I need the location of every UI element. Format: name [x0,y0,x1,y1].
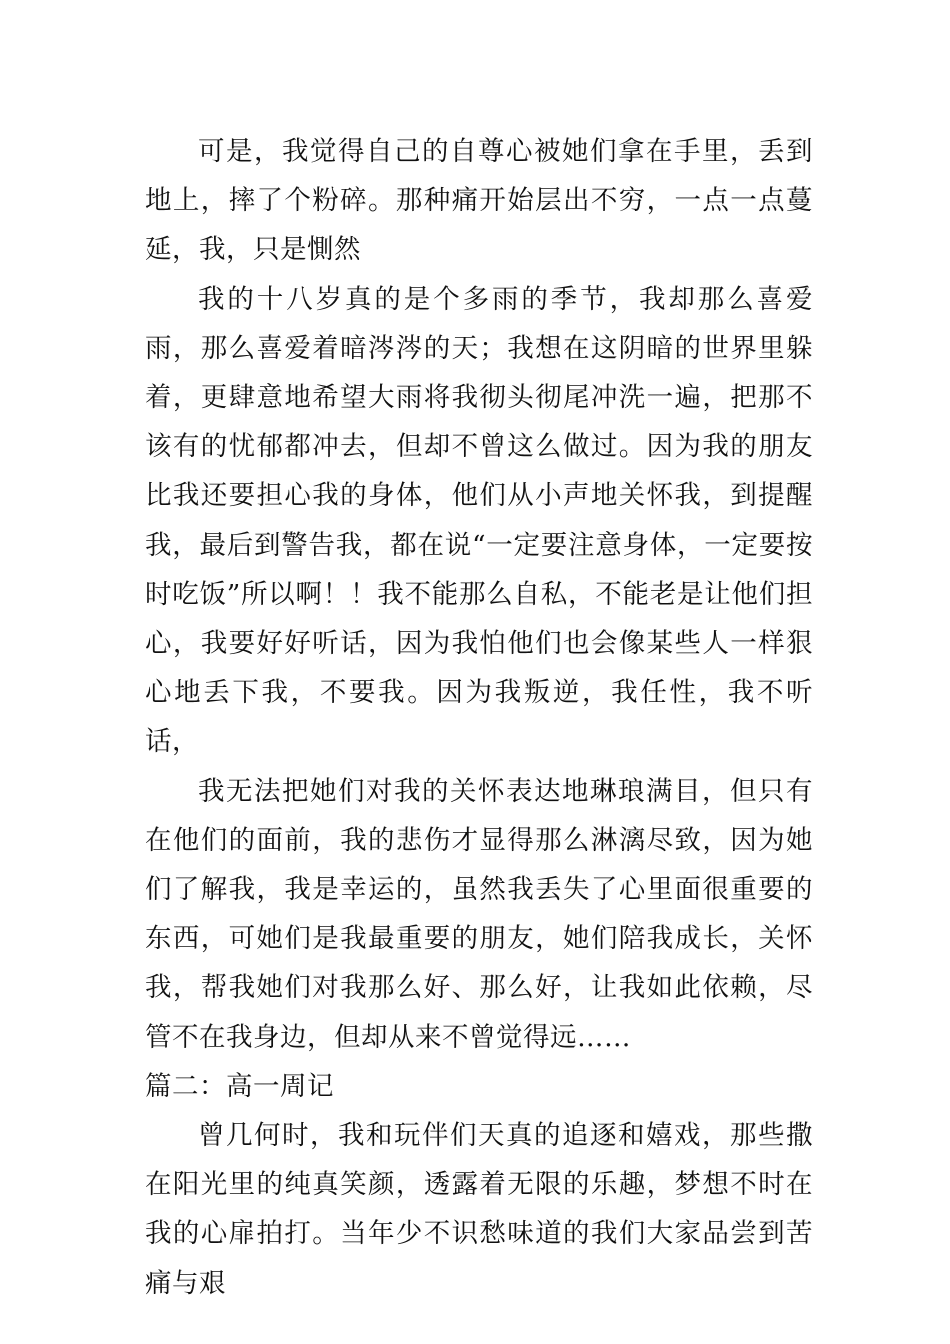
paragraph-4: 曾几何时，我和玩伴们天真的追逐和嬉戏，那些撒在阳光里的纯真笑颜，透露着无限的乐趣，梦想不时在我的心扉拍打。当年少不识愁味道的我们大家品尝到苦痛与艰 [145,1120,813,1299]
paragraph-2: 我的十八岁真的是个多雨的季节，我却那么喜爱雨，那么喜爱着暗涔涔的天；我想在这阴暗的世界里躲着，更肆意地希望大雨将我彻头彻尾冲洗一遍，把那不该有的忧郁都冲去，但却不曾这么做过。因为我的朋友比我还要担心我的身体，他们从小声地关怀我，到提醒我，最后到警告我，都在说“一定要注意身体，一定要按时吃饭”所以啊！！我不能那么自私，不能老是让他们担心，我要好好听话，因为我怕他们也会像某些人一样狠心地丢下我，不要我。因为我叛逆，我任性，我不听话， [145,283,813,758]
paragraph-3: 我无法把她们对我的关怀表达地琳琅满目，但只有在他们的面前，我的悲伤才显得那么淋漓尽致，因为她们了解我，我是幸运的，虽然我丢失了心里面很重要的东西，可她们是我最重要的朋友，她们陪我成长，关怀我，帮我她们对我那么好、那么好，让我如此依赖，尽管不在我身边，但却从来不曾觉得远…… [145,775,813,1053]
section-heading: 篇二：高一周记 [145,1070,334,1102]
document-body [145,127,813,1308]
paragraph-1: 可是，我觉得自己的自尊心被她们拿在手里，丢到地上，摔了个粉碎。那种痛开始层出不穷，一点一点蔓延，我，只是惻然 [145,136,813,266]
